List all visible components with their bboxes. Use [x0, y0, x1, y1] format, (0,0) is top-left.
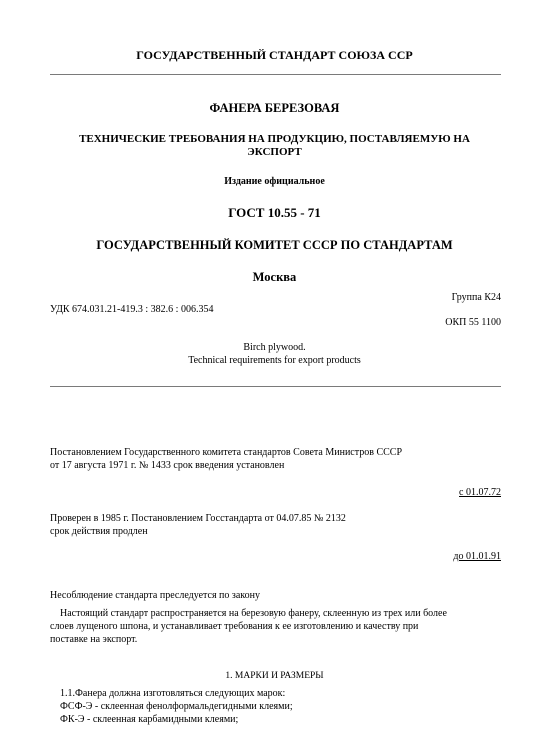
edition-label: Издание официальное — [224, 176, 325, 187]
okp-code: ОКП 55 1100 — [445, 317, 501, 328]
requirements-title-line1: ТЕХНИЧЕСКИЕ ТРЕБОВАНИЯ НА ПРОДУКЦИЮ, ПОСТАВЛЯЕМУЮ НА — [79, 133, 470, 145]
grade-fk: ФК-Э - склеенная карбамидными клеями; — [60, 714, 239, 725]
udk-code: УДК 674.031.21-419.3 : 382.6 : 006.354 — [50, 304, 214, 315]
city-label: Москва — [252, 270, 297, 284]
committee-title: ГОСУДАРСТВЕННЫЙ КОМИТЕТ СССР ПО СТАНДАРТАМ — [96, 238, 453, 252]
scope-line1: Настоящий стандарт распространяется на березовую фанеру, склеенную из трех или более — [60, 608, 447, 619]
grade-fsf: ФСФ-Э - склеенная фенолформальдегидными клеями; — [60, 701, 293, 712]
english-title-line1: Birch plywood. — [243, 342, 306, 353]
requirements-title-line2: ЭКСПОРТ — [247, 146, 302, 158]
top-divider — [50, 74, 501, 75]
section1-heading: 1. МАРКИ И РАЗМЕРЫ — [225, 671, 324, 681]
scope-line2: слоев лущеного шпона, и устанавливает требования к ее изготовлению и качеству при — [50, 621, 419, 632]
law-notice: Несоблюдение стандарта преследуется по закону — [50, 590, 260, 601]
checked-line2: срок действия продлен — [50, 526, 148, 537]
decree-line2: от 17 августа 1971 г. № 1433 срок введения установлен — [50, 460, 285, 471]
decree-line1: Постановлением Государственного комитета стандартов Совета Министров СССР — [50, 447, 403, 458]
middle-divider — [50, 386, 501, 387]
group-code: Группа К24 — [451, 292, 501, 303]
checked-line1: Проверен в 1985 г. Постановлением Госстандарта от 04.07.85 № 2132 — [50, 513, 346, 524]
effective-date: с 01.07.72 — [459, 487, 501, 498]
product-title: ФАНЕРА БЕРЕЗОВАЯ — [209, 101, 340, 115]
item-1-1: 1.1.Фанера должна изготовляться следующих марок: — [60, 688, 286, 699]
scope-line3: поставке на экспорт. — [50, 634, 138, 645]
gost-number: ГОСТ 10.55 - 71 — [228, 205, 321, 220]
extended-date: до 01.01.91 — [453, 551, 501, 562]
standard-header: ГОСУДАРСТВЕННЫЙ СТАНДАРТ СОЮЗА ССР — [136, 48, 413, 62]
english-title-line2: Technical requirements for export products — [188, 355, 361, 366]
